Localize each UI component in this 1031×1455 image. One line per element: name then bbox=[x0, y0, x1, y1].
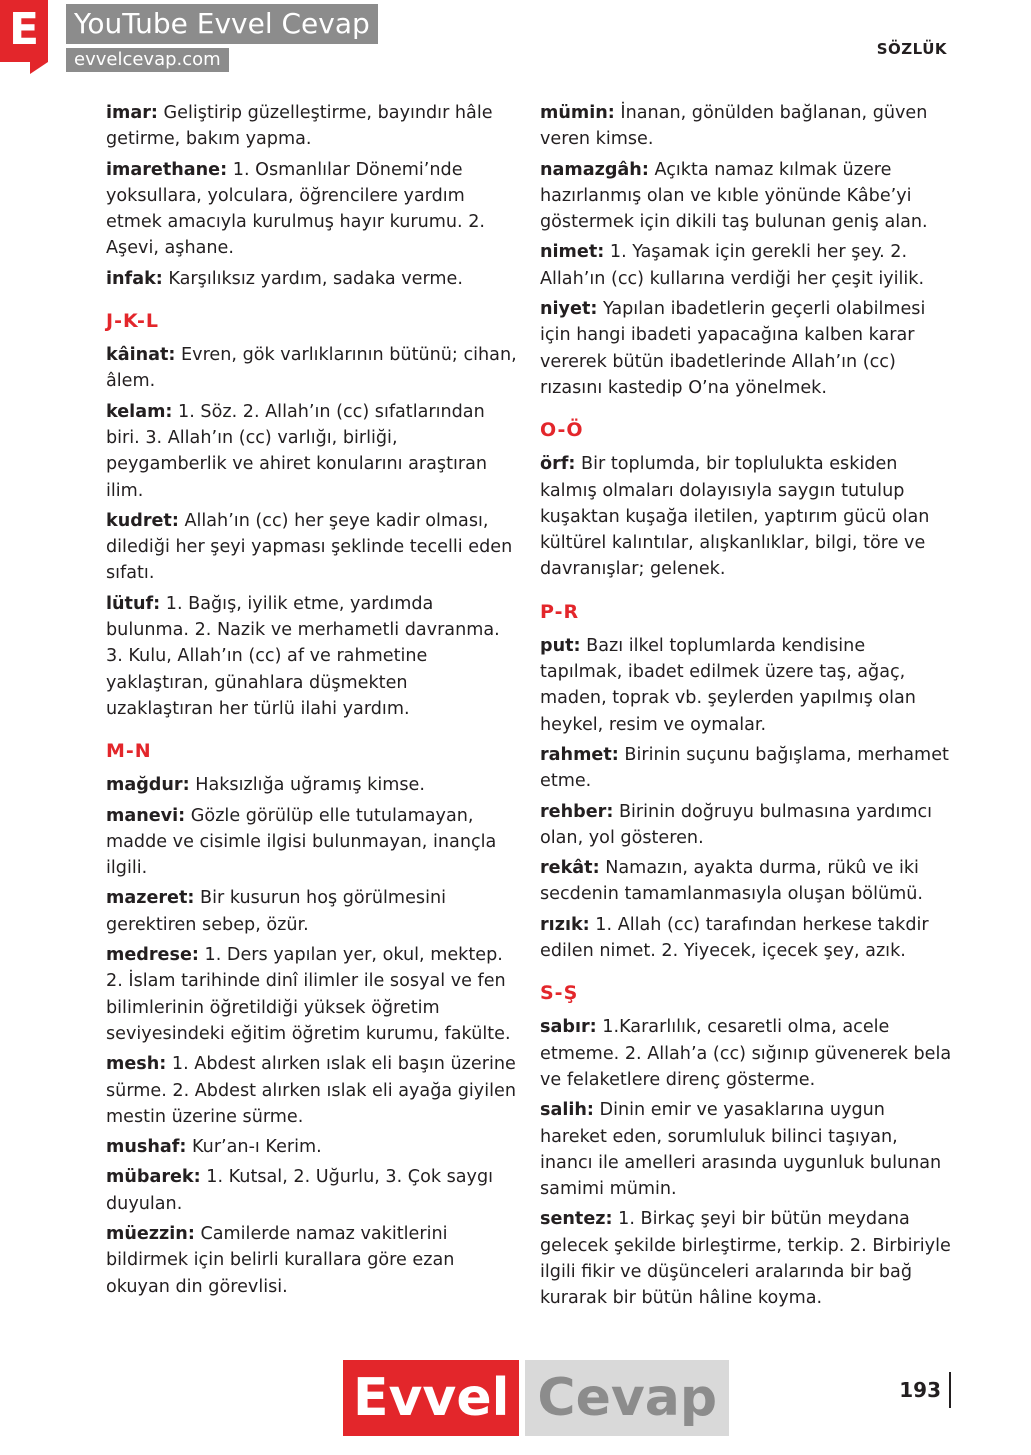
glossary-entry bbox=[540, 239, 952, 292]
glossary-definition: Bir toplumda, bir toplulukta eskiden kalmış olmaları dolayısıyla saygın tutulup kuşaktan kuşağa iletilen, yaptırım gücü olan kültürel kalıntılar, alışkanlıklar, bilgi, töre ve davranışlar; gelenek. bbox=[540, 454, 930, 580]
glossary-entry bbox=[540, 1014, 952, 1093]
letter-section-heading: S-Ş bbox=[540, 982, 579, 1005]
glossary-term: niyet: bbox=[540, 299, 598, 320]
glossary-right-column bbox=[540, 100, 952, 1316]
brand-logo-letter: E bbox=[0, 0, 48, 62]
glossary-definition: 1. Bağış, iyilik etme, yardımda bulunma. 2. Nazik ve merhametli davranma. 3. Kulu, Allah’ın (cc) af ve rahmetine yaklaştıran, günahlara düşmekten uzaklaştıran her türlü ilahi yardım. bbox=[106, 593, 500, 719]
glossary-term: müezzin: bbox=[106, 1223, 195, 1244]
glossary-definition: 1. Yaşamak için gerekli her şey. 2. Allah’ın (cc) kullarına verdiği her çeşit iyilik. bbox=[540, 242, 925, 289]
glossary-entry bbox=[106, 772, 518, 798]
section-label: SÖZLÜK bbox=[876, 40, 947, 58]
brand-title[interactable]: YouTube Evvel Cevap bbox=[66, 4, 378, 44]
glossary-term: infak: bbox=[106, 268, 163, 289]
glossary-term: mushaf: bbox=[106, 1137, 187, 1158]
glossary-entry bbox=[540, 100, 952, 153]
glossary-term: sentez: bbox=[540, 1209, 613, 1230]
glossary-definition: 1. Ders yapılan yer, okul, mektep. 2. İslam tarihinde dinî ilimler ile sosyal ve fen bilimlerinin öğretildiği yüksek öğretim seviyesindeki eğitim öğretim kurumu, fakülte. bbox=[106, 945, 511, 1044]
glossary-entry bbox=[106, 1221, 518, 1300]
glossary-definition: Geliştirip güzelleştirme, bayındır hâle getirme, bakım yapma. bbox=[106, 103, 493, 150]
glossary-entry bbox=[540, 157, 952, 236]
glossary-entry bbox=[106, 1134, 518, 1160]
glossary-term: lütuf: bbox=[106, 593, 161, 614]
glossary-definition: İnanan, gönülden bağlanan, güven veren kimse. bbox=[540, 103, 928, 150]
glossary-definition: 1. Birkaç şeyi bir bütün meydana gelecek şekilde birleştirme, terkip. 2. Birbiriyle ilgili fikir ve düşünceleri aralarında bir bağ kurarak bir bütün hâline koyma. bbox=[540, 1209, 951, 1309]
glossary-entry bbox=[106, 266, 518, 292]
letter-section-heading: O-Ö bbox=[540, 419, 584, 442]
glossary-definition: 1. Kutsal, 2. Uğurlu, 3. Çok saygı duyulan. bbox=[106, 1167, 494, 1214]
glossary-definition: Namazın, ayakta durma, rükû ve iki secdenin tamamlanmasıyla oluşan bölümü. bbox=[540, 858, 923, 905]
glossary-entry bbox=[540, 799, 952, 852]
glossary-definition: 1. Abdest alırken ıslak eli başın üzerine sürme. 2. Abdest alırken ıslak eli ayağa giyilen mestin üzerine sürme. bbox=[106, 1054, 516, 1127]
glossary-entry bbox=[540, 1206, 952, 1311]
glossary-term: manevi: bbox=[106, 805, 186, 826]
glossary-definition: Kur’an-ı Kerim. bbox=[186, 1137, 322, 1158]
glossary-entry bbox=[540, 1097, 952, 1202]
glossary-term: mazeret: bbox=[106, 888, 195, 909]
glossary-definition: Allah’ın (cc) her şeye kadir olması, dilediği her şeyi yapması şeklinde tecelli eden sıfatı. bbox=[106, 510, 513, 584]
glossary-definition: Karşılıksız yardım, sadaka verme. bbox=[162, 268, 463, 289]
glossary-entry bbox=[540, 742, 952, 795]
glossary-term: mağdur: bbox=[106, 775, 190, 796]
glossary-term: mesh: bbox=[106, 1054, 167, 1075]
footer-logo-cevap: Cevap bbox=[525, 1360, 729, 1436]
glossary-entry bbox=[540, 912, 952, 965]
glossary-entry bbox=[106, 157, 518, 262]
glossary-entry bbox=[106, 885, 518, 938]
glossary-term: kudret: bbox=[106, 510, 179, 531]
glossary-term: örf: bbox=[540, 454, 576, 475]
glossary-entry bbox=[540, 296, 952, 401]
glossary-definition: Açıkta namaz kılmak üzere hazırlanmış olan ve kıble yönünde Kâbe’yi göstermek için dikili taş bulunan geniş alan. bbox=[540, 159, 928, 233]
glossary-definition: Bir kusurun hoş görülmesini gerektiren sebep, özür. bbox=[106, 888, 446, 935]
glossary-entry bbox=[106, 508, 518, 587]
glossary-entry bbox=[106, 342, 518, 395]
glossary-entry bbox=[106, 591, 518, 722]
glossary-term: rahmet: bbox=[540, 744, 619, 765]
glossary-definition: Gözle görülüp elle tutulamayan, madde ve cisimle ilgisi bulunmayan, inançla ilgili. bbox=[106, 805, 497, 879]
page-number: 193 bbox=[899, 1378, 941, 1402]
glossary-definition: Camilerde namaz vakitlerini bildirmek için belirli kurallara göre ezan okuyan din görevlisi. bbox=[106, 1223, 455, 1297]
glossary-term: rehber: bbox=[540, 801, 614, 822]
glossary-term: kelam: bbox=[106, 401, 173, 422]
glossary-term: mübarek: bbox=[106, 1167, 201, 1188]
glossary-entry bbox=[106, 100, 518, 153]
glossary-entry bbox=[540, 451, 952, 582]
glossary-definition: Bazı ilkel toplumlarda kendisine tapılmak, ibadet edilmek üzere taş, ağaç, maden, toprak vb. şeylerden yapılmış olan heykel, resim ve oymalar. bbox=[540, 635, 916, 735]
brand-url[interactable]: evvelcevap.com bbox=[66, 48, 229, 72]
footer-logo-evvel: Evvel bbox=[343, 1360, 519, 1436]
glossary-term: kâinat: bbox=[106, 345, 176, 366]
glossary-definition: 1. Söz. 2. Allah’ın (cc) sıfatlarından biri. 3. Allah’ın (cc) varlığı, birliği, peygamberlik ve ahiret konularını araştıran ilim. bbox=[106, 401, 488, 501]
glossary-term: rızık: bbox=[540, 914, 590, 935]
glossary-entry bbox=[106, 1051, 518, 1130]
letter-section-heading: P-R bbox=[540, 600, 580, 623]
glossary-term: imar: bbox=[106, 103, 158, 123]
glossary-entry bbox=[540, 633, 952, 738]
glossary-definition: Haksızlığa uğramış kimse. bbox=[189, 775, 425, 796]
glossary-entry bbox=[106, 1164, 518, 1217]
glossary-entry bbox=[106, 942, 518, 1047]
footer-logo bbox=[343, 1360, 729, 1436]
letter-section-heading: M-N bbox=[106, 740, 152, 763]
page-number-rule bbox=[949, 1372, 951, 1408]
glossary-term: sabır: bbox=[540, 1017, 597, 1038]
glossary-definition: Dinin emir ve yasaklarına uygun hareket eden, sorumluluk bilinci taşıyan, inancı ile amelleri arasında uygunluk bulunan samimi mümin. bbox=[540, 1100, 942, 1200]
glossary-definition: 1. Allah (cc) tarafından herkese takdir edilen nimet. 2. Yiyecek, içecek şey, azık. bbox=[540, 914, 929, 962]
glossary-definition: Yapılan ibadetlerin geçerli olabilmesi için hangi ibadeti yapacağına kalben karar vererek bütün ibadetlerinde Allah’ın (cc) rızasını kastedip O’na yönelmek. bbox=[540, 299, 926, 398]
glossary-entry bbox=[106, 803, 518, 882]
glossary-entry bbox=[106, 399, 518, 504]
glossary-term: mümin: bbox=[540, 103, 615, 123]
glossary-term: medrese: bbox=[106, 945, 199, 966]
glossary-term: rekât: bbox=[540, 858, 600, 879]
glossary-term: nimet: bbox=[540, 242, 605, 263]
glossary-definition: Birinin suçunu bağışlama, merhamet etme. bbox=[540, 744, 949, 792]
glossary-left-column bbox=[106, 100, 518, 1304]
glossary-entry bbox=[540, 855, 952, 908]
glossary-definition: 1. Osmanlılar Dönemi’nde yoksullara, yolculara, öğrencilere yardım etmek amacıyla kurulmuş hayır kurumu. 2. Aşevi, aşhane. bbox=[106, 159, 486, 259]
glossary-term: namazgâh: bbox=[540, 159, 649, 180]
glossary-definition: Evren, gök varlıklarının bütünü; cihan, âlem. bbox=[106, 345, 517, 392]
glossary-term: imarethane: bbox=[106, 159, 228, 180]
glossary-term: put: bbox=[540, 635, 581, 656]
glossary-definition: 1.Kararlılık, cesaretli olma, acele etmeme. 2. Allah’a (cc) sığınıp güvenerek bela ve felaketlere direnç gösterme. bbox=[540, 1017, 952, 1090]
glossary-term: salih: bbox=[540, 1100, 594, 1121]
letter-section-heading: J-K-L bbox=[106, 310, 160, 333]
glossary-definition: Birinin doğruyu bulmasına yardımcı olan, yol gösteren. bbox=[540, 801, 933, 848]
